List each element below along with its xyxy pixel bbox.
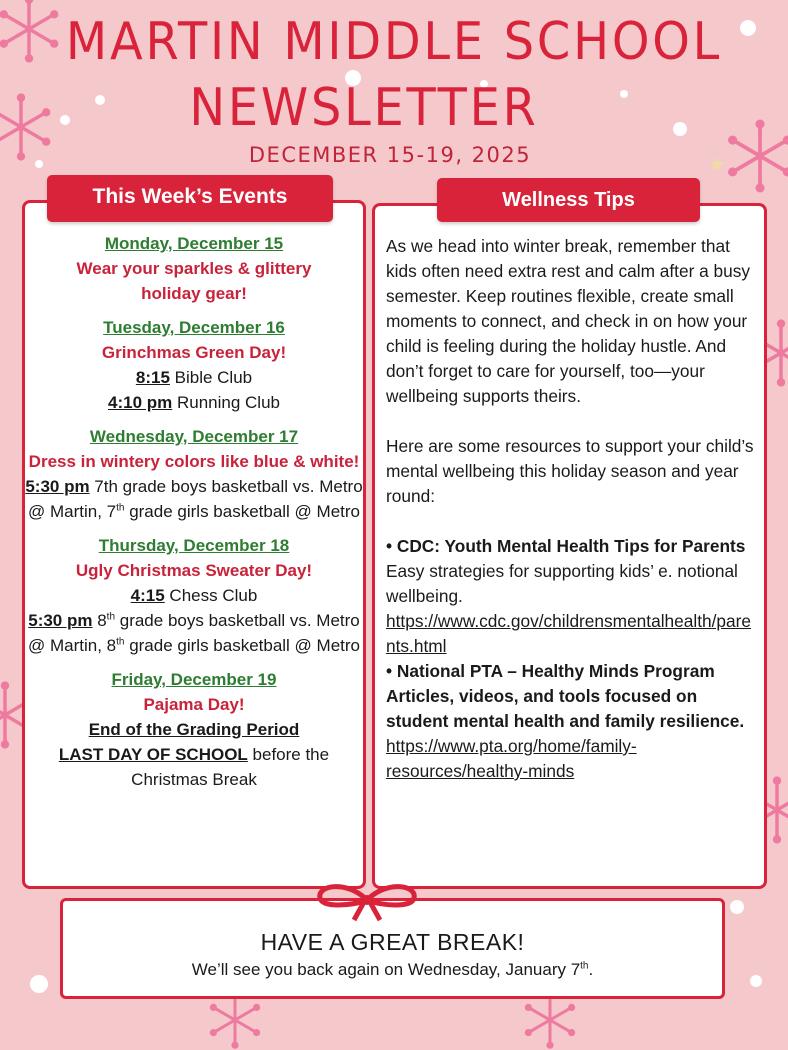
event-day: Wednesday, December 17 [89, 427, 299, 446]
event-text: 8 [92, 611, 107, 630]
event-item [25, 390, 363, 415]
event-theme: Wear your sparkles & glittery holiday gear! [76, 259, 312, 303]
event-time: 4:15 [130, 586, 165, 605]
event-time: 4:10 pm [108, 393, 173, 412]
event-item [25, 474, 363, 524]
event-theme: Dress in wintery colors like blue & white! [28, 452, 360, 471]
event-text: grade boys basketball vs. Metro @ Martin, 8 [28, 611, 360, 655]
resource-title: • National PTA – Healthy Minds Program [386, 661, 715, 681]
resource-pta [386, 659, 756, 784]
event-text: Running Club [172, 393, 280, 412]
snowflake-icon [520, 990, 580, 1050]
event-text: 7th grade boys basketball vs. Metro @ Martin, 7 [28, 477, 363, 521]
event-item [25, 583, 363, 608]
event-text: Bible Club [169, 368, 253, 387]
resource-title: • CDC: Youth Mental Health Tips for Parents [386, 536, 746, 556]
superscript: th [116, 502, 125, 514]
event-theme: Grinchmas Green Day! [101, 343, 287, 362]
event-day: Tuesday, December 16 [103, 318, 285, 337]
events-panel [22, 200, 366, 889]
event-day: Friday, December 19 [111, 670, 277, 689]
event-text: grade girls basketball @ Metro [124, 502, 360, 521]
wellness-heading: Wellness Tips [437, 178, 700, 222]
event-theme: Ugly Christmas Sweater Day! [75, 561, 313, 580]
ribbon-bow-icon [312, 880, 422, 922]
resource-link[interactable]: https://www.cdc.gov/childrensmentalhealth/parents.html [386, 611, 752, 656]
newsletter-title-line2: NEWSLETTER [189, 78, 539, 138]
event-monday [25, 231, 363, 306]
event-day: Thursday, December 18 [98, 536, 290, 555]
events-heading: This Week’s Events [47, 175, 333, 222]
closing-period: . [588, 960, 594, 979]
resource-cdc [386, 534, 756, 659]
wellness-resources-intro: Here are some resources to support your child’s mental wellbeing this holiday season and year round: [386, 436, 754, 506]
event-text-bold: LAST DAY OF SCHOOL [58, 745, 248, 764]
event-item [25, 365, 363, 390]
newsletter-title: MARTIN MIDDLE SCHOOL [65, 12, 723, 72]
closing-subtitle [63, 960, 722, 980]
superscript: th [106, 611, 116, 623]
event-theme: Pajama Day! [143, 695, 245, 714]
superscript: th [580, 960, 589, 972]
event-tuesday [25, 315, 363, 415]
resource-description: Easy strategies for supporting kids’ e. notional wellbeing. [386, 561, 738, 606]
wellness-panel [372, 203, 767, 889]
wellness-intro: As we head into winter break, remember that kids often need extra rest and calm after a busy semester. Keep routines flexible, create small moments to connect, and check in on how your child is feeling during the holiday hustle. And don’t forget to care for yourself, too—your wellbeing supports theirs. [386, 236, 751, 406]
superscript: th [116, 636, 125, 648]
resource-link[interactable]: https://www.pta.org/home/family-resources/healthy-minds [386, 736, 637, 781]
event-text: before the Christmas Break [131, 745, 330, 789]
newsletter-date: DECEMBER 15-19, 2025 [248, 143, 532, 167]
event-item: End of the Grading Period [88, 720, 300, 739]
event-text: grade girls basketball @ Metro [124, 636, 360, 655]
event-item [25, 742, 363, 792]
event-time: 5:30 pm [25, 477, 90, 496]
event-item [25, 608, 363, 658]
event-wednesday [25, 424, 363, 524]
closing-text: We’ll see you back again on Wednesday, January 7 [191, 960, 581, 979]
resource-description: Articles, videos, and tools focused on student mental health and family resilience. [386, 686, 745, 731]
event-thursday [25, 533, 363, 658]
event-friday [25, 667, 363, 792]
closing-title: HAVE A GREAT BREAK! [260, 929, 525, 955]
snowflake-icon [205, 990, 265, 1050]
event-text: Chess Club [164, 586, 258, 605]
event-day: Monday, December 15 [104, 234, 284, 253]
event-time: 5:30 pm [28, 611, 93, 630]
event-time: 8:15 [135, 368, 170, 387]
